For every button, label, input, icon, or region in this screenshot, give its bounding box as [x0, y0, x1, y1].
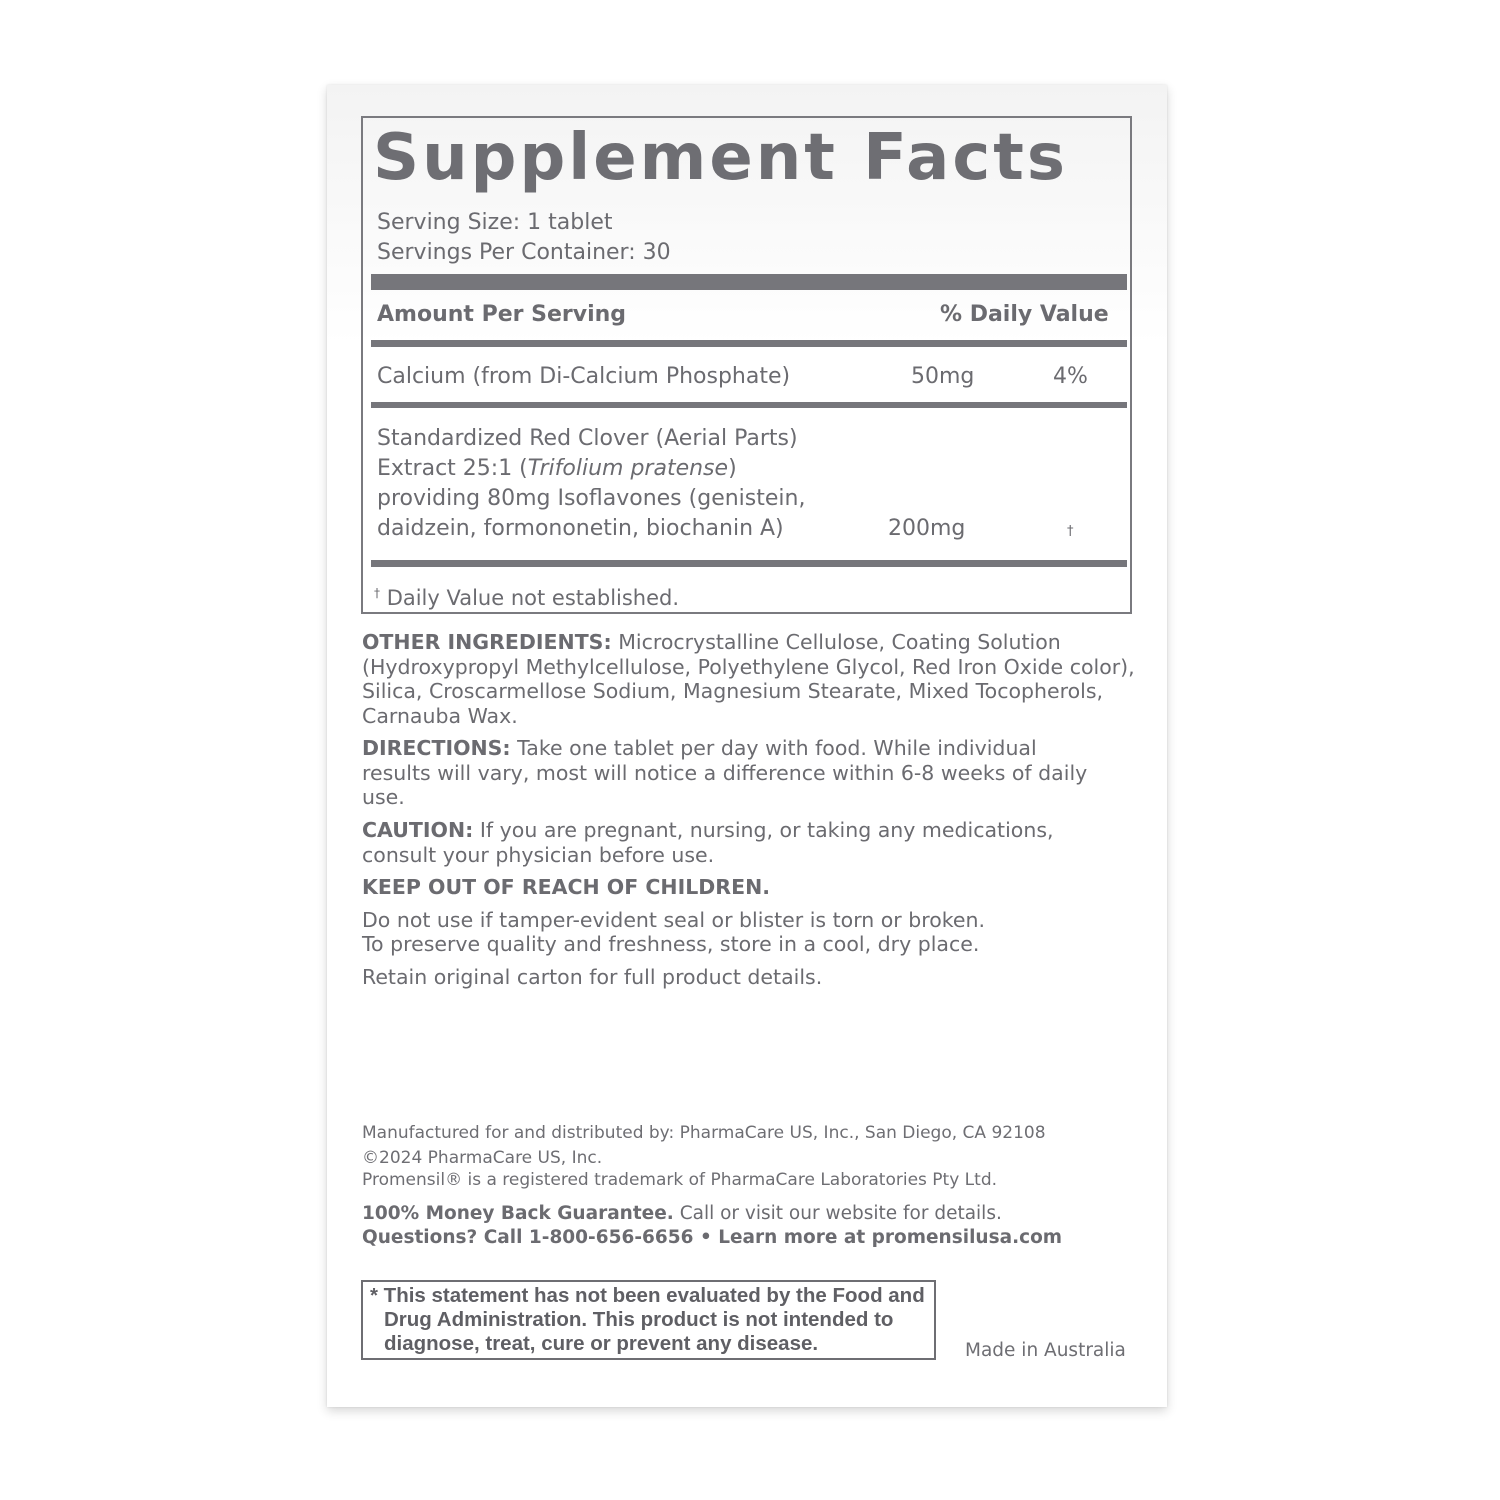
calcium-amount: 50mg	[911, 364, 975, 389]
header-amount-per-serving: Amount Per Serving	[377, 302, 627, 327]
fda-disclaimer-box	[361, 1280, 936, 1360]
retain-carton: Retain original carton for full product details.	[362, 965, 823, 989]
disclaimer-line1: * This statement has not been evaluated by the Food and	[370, 1284, 925, 1307]
made-in-australia: Made in Australia	[965, 1340, 1126, 1361]
red-clover-name-line3: providing 80mg Isoflavones (genistein,	[377, 486, 806, 511]
trademark: Promensil® is a registered trademark of PharmaCare Laboratories Pty Ltd.	[362, 1170, 998, 1190]
thick-divider	[371, 274, 1127, 290]
row-divider	[371, 402, 1127, 408]
disclaimer-line3: diagnose, treat, cure or prevent any disease.	[384, 1332, 819, 1355]
questions-contact: Questions? Call 1-800-656-6656 • Learn more at promensilusa.com	[362, 1227, 1063, 1248]
serving-size: Serving Size: 1 tablet	[377, 210, 613, 235]
bottom-divider	[371, 560, 1127, 567]
caution: CAUTION: If you are pregnant, nursing, or taking any medications, consult your physician before use.	[362, 818, 1054, 867]
money-back-guarantee: 100% Money Back Guarantee. Call or visit our website for details.	[362, 1203, 1002, 1224]
storage-line1: Do not use if tamper-evident seal or blister is torn or broken.	[362, 908, 986, 932]
servings-per-container: Servings Per Container: 30	[377, 240, 671, 265]
other-ingredients: OTHER INGREDIENTS: Microcrystalline Cellulose, Coating Solution (Hydroxypropyl Methylcellulose, Polyethylene Glycol, Red Iron Oxide color), Silica, Croscarmellose Sodium, Magnesium Stearate, Mixed Tocopherols, Carnauba Wax.	[362, 630, 1135, 728]
red-clover-name-line2: Extract 25:1 (Trifolium pratense)	[377, 456, 737, 481]
red-clover-name-line1: Standardized Red Clover (Aerial Parts)	[377, 426, 798, 451]
directions: DIRECTIONS: Take one tablet per day with food. While individual results will vary, most will notice a difference within 6-8 weeks of daily use.	[362, 736, 1088, 809]
supplement-facts-title: Supplement Facts	[373, 121, 1068, 195]
medium-divider	[371, 340, 1127, 347]
footnote: † Daily Value not established.	[374, 586, 680, 610]
disclaimer-line2: Drug Administration. This product is not intended to	[384, 1308, 894, 1331]
red-clover-name-line4: daidzein, formononetin, biochanin A)	[377, 516, 784, 541]
calcium-name: Calcium (from Di-Calcium Phosphate)	[377, 364, 791, 389]
storage-line2: To preserve quality and freshness, store in a cool, dry place.	[362, 932, 980, 956]
calcium-daily-value: 4%	[1053, 364, 1088, 389]
copyright: ©2024 PharmaCare US, Inc.	[362, 1148, 603, 1168]
manufacturer-info: Manufactured for and distributed by: PharmaCare US, Inc., San Diego, CA 92108	[362, 1123, 1046, 1143]
header-daily-value: % Daily Value	[940, 302, 1109, 327]
keep-out-of-reach: KEEP OUT OF REACH OF CHILDREN.	[362, 875, 771, 899]
red-clover-daily-value: †	[1067, 524, 1074, 539]
supplement-facts-panel	[361, 116, 1132, 614]
red-clover-amount: 200mg	[888, 516, 966, 541]
